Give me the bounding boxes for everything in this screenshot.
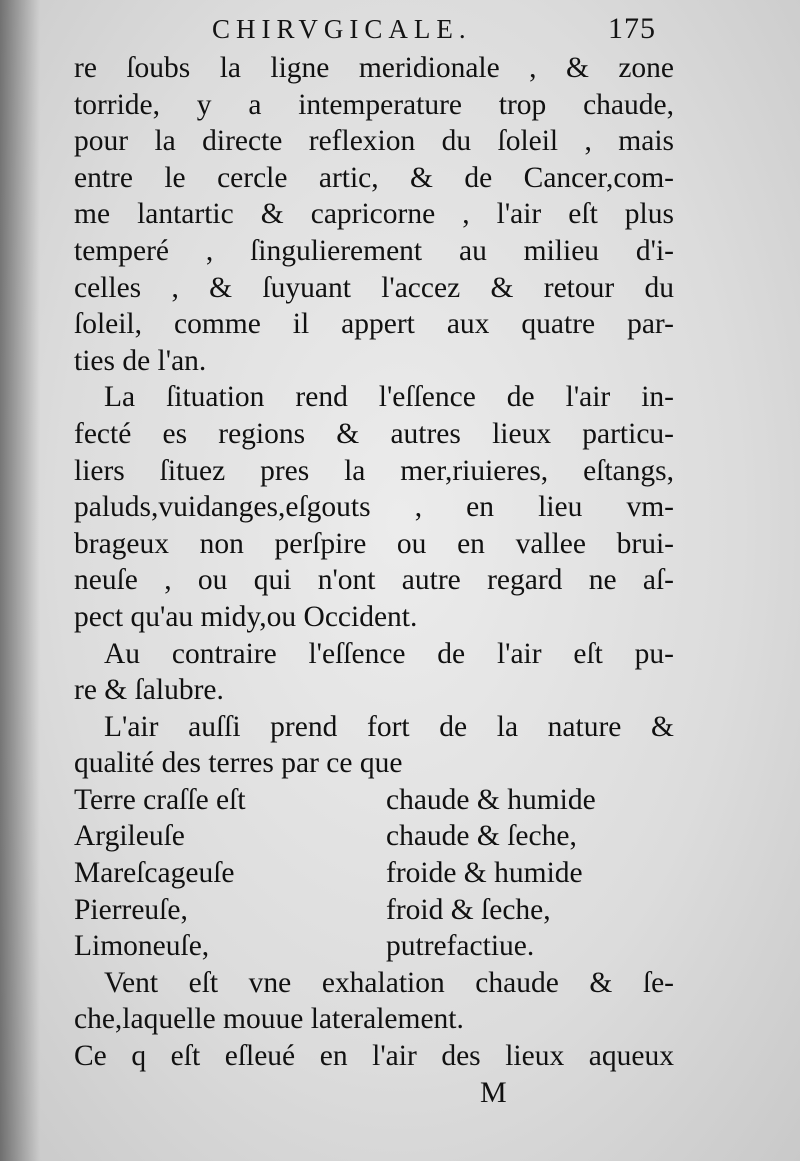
table-row bbox=[74, 855, 674, 892]
text-line: Ce q eſt eſleué en l'air des lieux aqueux bbox=[74, 1040, 674, 1073]
text-line: entre le cercle artic, & de Cancer,com- bbox=[74, 161, 674, 194]
running-head: CHIRVGICALE. bbox=[212, 14, 472, 44]
text-line: temperé , ſingulierement au milieu d'i- bbox=[74, 234, 674, 267]
soil-cell: Argileuſe bbox=[74, 820, 185, 853]
table-row bbox=[74, 782, 674, 819]
quality-cell: froid & ſeche, bbox=[386, 893, 551, 926]
text-line: ties de l'an. bbox=[74, 344, 207, 377]
text-line: celles , & ſuyuant l'accez & retour du bbox=[74, 271, 674, 304]
soil-cell: Terre craſſe eſt bbox=[74, 783, 246, 816]
quality-cell: froide & humide bbox=[386, 857, 583, 890]
text-line: brageux non perſpire ou en vallee brui- bbox=[74, 527, 674, 560]
soil-quality-table bbox=[74, 782, 674, 965]
text-line: liers ſituez pres la mer,riuieres, eſtangs, bbox=[74, 454, 674, 487]
text-line: torride, y a intemperature trop chaude, bbox=[74, 88, 674, 121]
table-row bbox=[74, 818, 674, 855]
page-header bbox=[0, 14, 800, 54]
soil-cell: Pierreuſe, bbox=[74, 893, 188, 926]
table-row bbox=[74, 892, 674, 929]
text-line: che,laquelle mouue lateralement. bbox=[74, 1003, 464, 1036]
soil-cell: Mareſcageuſe bbox=[74, 857, 235, 890]
text-line: neuſe , ou qui n'ont autre regard ne aſ- bbox=[74, 564, 674, 597]
text-line: L'air auſſi prend fort de la nature & bbox=[104, 710, 674, 743]
text-line: qualité des terres par ce que bbox=[74, 747, 403, 780]
binding-shadow bbox=[0, 0, 40, 1161]
table-row bbox=[74, 928, 674, 965]
quality-cell: chaude & ſeche, bbox=[386, 820, 577, 853]
quality-cell: putrefactiue. bbox=[386, 930, 535, 963]
text-line: re ſoubs la ligne meridionale , & zone bbox=[74, 52, 674, 84]
body-text bbox=[74, 50, 674, 1075]
text-line: me lantartic & capricorne , l'air eſt plus bbox=[74, 198, 674, 231]
soil-cell: Limoneuſe, bbox=[74, 930, 210, 963]
text-line: pect qu'au midy,ou Occident. bbox=[74, 600, 418, 633]
quality-cell: chaude & humide bbox=[386, 783, 596, 816]
text-line: fecté es regions & autres lieux particu- bbox=[74, 417, 674, 450]
text-line: Vent eſt vne exhalation chaude & ſe- bbox=[104, 966, 674, 999]
text-line: ſoleil, comme il appert aux quatre par- bbox=[74, 308, 674, 341]
catchword: M bbox=[480, 1076, 507, 1109]
text-line: re & ſalubre. bbox=[74, 674, 224, 707]
text-line: pour la directe reflexion du ſoleil , mais bbox=[74, 125, 674, 158]
text-line: Au contraire l'eſſence de l'air eſt pu- bbox=[104, 637, 674, 670]
text-line: La ſituation rend l'eſſence de l'air in- bbox=[104, 381, 674, 414]
page-number: 175 bbox=[608, 12, 656, 45]
text-line: paluds,vuidanges,eſgouts , en lieu vm- bbox=[74, 491, 674, 524]
